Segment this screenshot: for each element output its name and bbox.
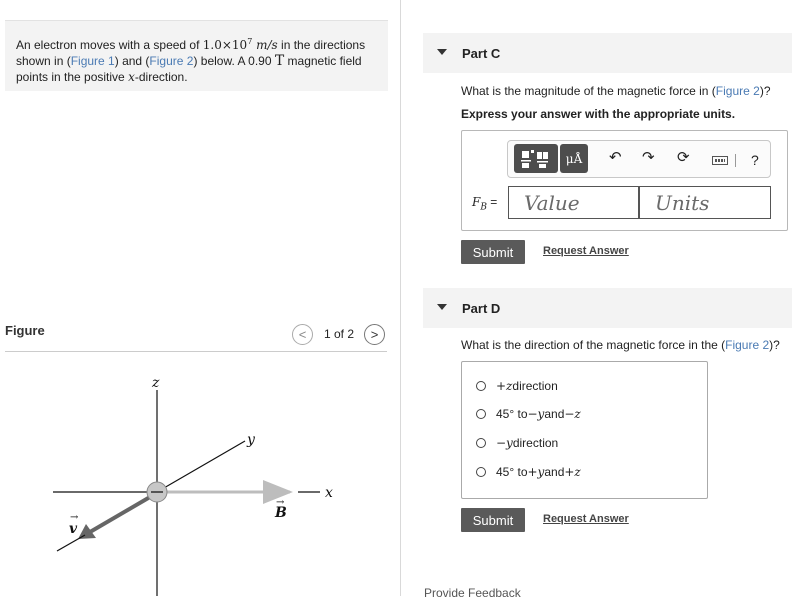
radio-button[interactable] — [476, 409, 486, 419]
part-d-request-answer-link[interactable]: Request Answer — [543, 513, 629, 525]
b-arrow-accent: → — [276, 497, 285, 508]
figure-2-link[interactable]: Figure 2 — [725, 338, 770, 352]
problem-statement: An electron moves with a speed of $1.0\times 10^7$ m/s in the directions shown in (Figure 1) and (Figure 2) below. A 0.90 T magnetic field points in the positive x-direction. — [5, 20, 388, 91]
part-c-question: What is the magnitude of the magnetic force in (Figure 2)? — [461, 84, 771, 98]
figure-heading: Figure — [5, 323, 45, 338]
part-d-title: Part D — [462, 301, 501, 316]
choice-45-plus-y-plus-z[interactable]: 45° to +y and +z — [476, 464, 581, 480]
collapse-icon[interactable] — [437, 304, 447, 310]
y-axis-label: y — [247, 432, 255, 448]
units-button[interactable]: μÅ — [560, 144, 588, 173]
v-label: v — [69, 521, 78, 537]
figure-1-link[interactable]: Figure 1 — [70, 54, 115, 68]
field-value: 0.90 — [248, 54, 272, 68]
value-input[interactable] — [508, 186, 639, 219]
choice-minus-y[interactable]: −y direction — [476, 435, 558, 451]
fb-variable-label: $F_B$ = — [472, 195, 498, 213]
part-c-submit-button[interactable]: Submit — [461, 240, 525, 264]
figure-diagram — [0, 352, 400, 596]
help-icon[interactable]: ? — [751, 152, 759, 168]
choice-plus-z[interactable]: +z direction — [476, 378, 558, 394]
y-axis-negative — [57, 535, 85, 551]
figure-2-link[interactable]: Figure 2 — [715, 84, 760, 98]
provide-feedback-link[interactable]: Provide Feedback — [424, 586, 521, 600]
radio-button[interactable] — [476, 381, 486, 391]
part-d-header[interactable] — [423, 288, 792, 328]
v-vector — [90, 497, 150, 532]
undo-icon[interactable]: ↶ — [609, 149, 622, 166]
axis-label: x — [128, 70, 135, 84]
field-unit: T — [274, 53, 285, 69]
units-input[interactable] — [639, 186, 771, 219]
chevron-right-icon[interactable]: > — [364, 324, 385, 345]
z-axis-label: z — [152, 375, 160, 391]
v-arrow-accent: → — [70, 512, 79, 523]
figure-pager — [292, 323, 385, 345]
templates-icon[interactable] — [514, 144, 558, 173]
speed-value: $1.0\times 10^7$ m/s — [202, 37, 278, 52]
part-d-question: What is the direction of the magnetic force in the (Figure 2)? — [461, 338, 780, 352]
part-d-submit-button[interactable]: Submit — [461, 508, 525, 532]
part-c-title: Part C — [462, 46, 501, 61]
radio-button[interactable] — [476, 467, 486, 477]
toolbar-separator — [735, 154, 736, 167]
collapse-icon[interactable] — [437, 49, 447, 55]
chevron-left-icon[interactable]: < — [292, 324, 313, 345]
redo-icon[interactable]: ↷ — [642, 149, 655, 166]
column-divider — [400, 0, 401, 596]
x-axis-label: x — [325, 485, 333, 501]
keyboard-icon[interactable] — [712, 156, 728, 165]
reset-icon[interactable]: ⟳ — [677, 149, 690, 166]
figure-2-link[interactable]: Figure 2 — [149, 54, 194, 68]
choice-45-minus-y-minus-z[interactable]: 45° to −y and −z — [476, 406, 581, 422]
part-c-header[interactable] — [423, 33, 792, 73]
figure-counter: 1 of 2 — [324, 327, 355, 341]
y-axis — [157, 441, 245, 492]
equation-toolbar — [507, 140, 771, 178]
part-c-request-answer-link[interactable]: Request Answer — [543, 245, 629, 257]
radio-button[interactable] — [476, 438, 486, 448]
part-c-instruction: Express your answer with the appropriate units. — [461, 107, 736, 121]
b-label: B — [275, 505, 287, 521]
problem-text: An electron moves with a speed of — [16, 38, 203, 52]
